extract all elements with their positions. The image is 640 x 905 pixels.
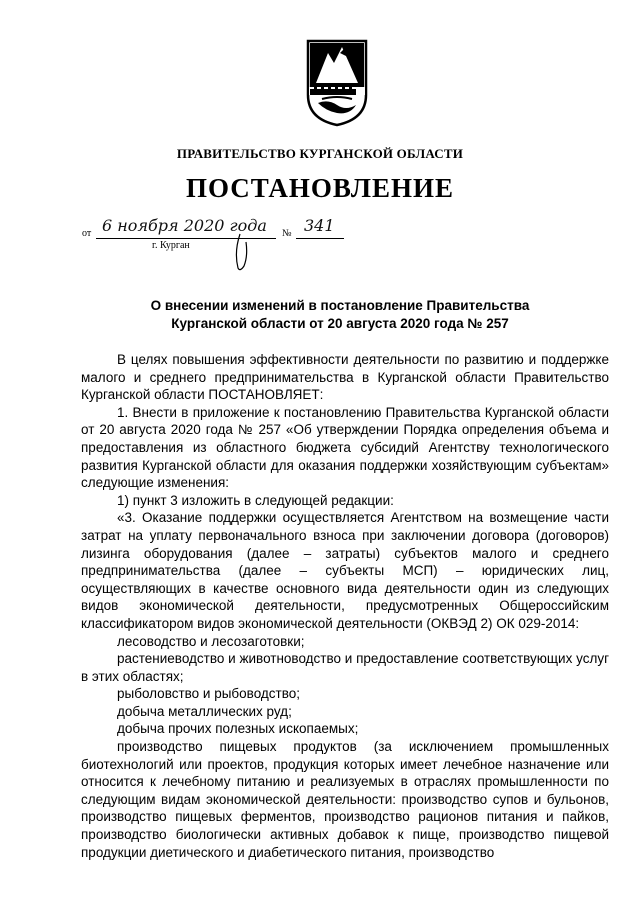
- body-paragraph: производство пищевых продуктов (за исключением промышленных биотехнологий или проектов, продукция которых имеет лечебное назначение или относится к лечебному питанию и реализуемых в отраслях промышленности по следующим видам экономической деятельности: производство супов и бульонов, производство пищевых ферментов, производство рационов питания и пайков, производство биологически активных добавок к пище, производство пищевой продукции диетического и диабетического питания, производство: [81, 739, 609, 860]
- body-paragraph: растениеводство и животноводство и предоставление соответствующих услуг в этих областях;: [81, 651, 609, 684]
- body-paragraph: 1) пункт 3 изложить в следующей редакции:: [117, 492, 394, 508]
- document-subject: [60, 297, 620, 333]
- body-paragraph: 1. Внести в приложение к постановлению Правительства Курганской области от 20 августа 2020 года № 257 «Об утверждении Порядка определения объема и предоставления из областного бюджета субсидий Агентству технологического развития Курганской области для оказания поддержки хозяйствующим субъектам» следующие изменения:: [81, 404, 609, 491]
- government-name: ПРАВИТЕЛЬСТВО КУРГАНСКОЙ ОБЛАСТИ: [176, 146, 464, 161]
- signature-flourish-icon: [230, 232, 260, 272]
- document-body: [81, 351, 609, 861]
- number-label: №: [282, 228, 292, 239]
- coat-of-arms-icon: [304, 39, 370, 127]
- city-label: г. Курган: [152, 240, 190, 251]
- body-paragraph: «3. Оказание поддержки осуществляется Агентством на возмещение части затрат на уплату первоначального взноса при заключении договора (договоров) лизинга оборудования (далее – затраты) субъектов малого и среднего предпринимательства (далее – субъекты МСП) – юридических лиц, осуществляющих в качестве основного вида деятельности один из следующих видов экономической деятельности, предусмотренных Общероссийским классификатором видов экономической деятельности (ОКВЭД 2) ОК 029-2014:: [81, 510, 609, 631]
- body-paragraph: лесоводство и лесозаготовки;: [117, 633, 305, 649]
- handwritten-number: 341: [304, 216, 335, 235]
- document-type-title: ПОСТАНОВЛЕНИЕ: [185, 173, 455, 203]
- body-paragraph: добыча металлических руд;: [117, 703, 292, 719]
- subject-line-2: Курганской области от 20 августа 2020 года № 257: [171, 316, 509, 331]
- body-paragraph: В целях повышения эффективности деятельности по развитию и поддержке малого и среднего предпринимательства в Курганской области Правительство Курганской области ПОСТАНОВЛЯЕТ:: [81, 352, 609, 403]
- date-number-line: [82, 218, 352, 268]
- body-paragraph: добыча прочих полезных ископаемых;: [117, 721, 359, 737]
- number-underline: [296, 238, 344, 239]
- from-label: от: [82, 228, 92, 239]
- body-paragraph: рыболовство и рыбоводство;: [117, 686, 300, 702]
- subject-line-1: О внесении изменений в постановление Правительства: [150, 298, 530, 313]
- handwritten-date: 6 ноября 2020 года: [102, 216, 267, 235]
